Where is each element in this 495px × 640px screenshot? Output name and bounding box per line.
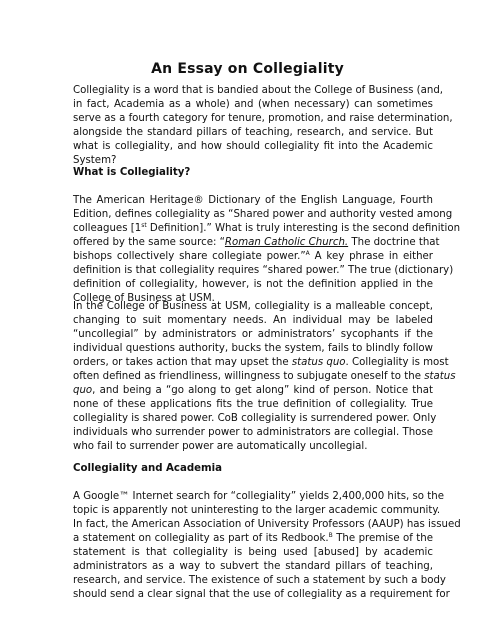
text-line: often defined as friendliness, willingness to subjugate oneself to the status bbox=[73, 371, 456, 382]
text-line: bishops collectively share collegiate power.”$^A$ A key phrase in either bbox=[73, 250, 433, 262]
text-line: administrators as a way to subvert the standard pillars of teaching, bbox=[73, 561, 433, 572]
text-line: changing to suit momentary needs. An individual may be labeled bbox=[73, 315, 433, 326]
footnote-superscript: st bbox=[141, 222, 147, 229]
text-line: quo, and being a “go along to get along” kind of person. Notice that bbox=[73, 385, 433, 396]
definition-paragraph bbox=[73, 194, 461, 306]
section-heading-collegiality-and-academia: Collegiality and Academia bbox=[73, 463, 223, 474]
text-line: serve as a fourth category for tenure, promotion, and raise determination, bbox=[73, 113, 453, 124]
text-line: orders, or takes action that may upset the status quo. Collegiality is most bbox=[73, 357, 449, 368]
footnote-marker-b[interactable]: B bbox=[328, 532, 333, 539]
roman-catholic-church-reference: Roman Catholic Church. bbox=[224, 237, 349, 248]
text-line: a statement on collegiality as part of its Redbook.$^B$ The premise of the bbox=[73, 532, 433, 544]
text-line: individual questions authority, bucks the system, fails to blindly follow bbox=[73, 343, 433, 354]
text-line: Edition, defines collegiality as “Shared power and authority vested among bbox=[73, 209, 453, 220]
text-line: who fail to surrender power are automatically uncollegial. bbox=[73, 441, 368, 452]
text-line: none of these applications fits the true definition of collegiality. True bbox=[73, 399, 433, 410]
text-line: “uncollegial” by administrators or administrators’ sycophants if the bbox=[73, 329, 433, 340]
text-line: In fact, the American Association of University Professors (AAUP) has issued bbox=[73, 519, 461, 530]
text-line: colleagues [1st Definition].” What is truly interesting is the second definition bbox=[73, 222, 461, 234]
document-title: An Essay on Collegiality bbox=[151, 61, 344, 77]
text-line: what is collegiality, and how should collegiality fit into the Academic bbox=[73, 141, 433, 152]
text-line: Collegiality is a word that is bandied about the College of Business (and, bbox=[73, 85, 444, 96]
section-heading-what-is-collegiality: What is Collegiality? bbox=[73, 167, 191, 178]
text-line: topic is apparently not uninteresting to the larger academic community. bbox=[73, 505, 441, 516]
text-line: definition of collegiality, however, is not the definition applied in the bbox=[73, 279, 433, 290]
text-line: alongside the standard pillars of teaching, research, and service. But bbox=[73, 127, 433, 138]
text-line: In the College of Business at USM, collegiality is a malleable concept, bbox=[73, 301, 433, 312]
text-line: A Google™ Internet search for “collegiality” yields 2,400,000 hits, so the bbox=[73, 491, 444, 502]
text-line: collegiality is shared power. CoB collegiality is surrendered power. Only bbox=[73, 413, 437, 424]
academia-paragraph bbox=[73, 490, 461, 602]
text-line: in fact, Academia as a whole) and (when necessary) can sometimes bbox=[73, 99, 433, 110]
text-line: research, and service. The existence of such a statement by such a body bbox=[73, 575, 446, 586]
text-line: College of Business at USM. bbox=[73, 293, 215, 304]
usm-collegiality-paragraph bbox=[73, 300, 456, 454]
text-line: statement is that collegiality is being used [abused] by academic bbox=[73, 547, 433, 558]
text-line: individuals who surrender power to administrators are collegial. Those bbox=[73, 427, 433, 438]
footnote-marker-a[interactable]: A bbox=[305, 250, 310, 257]
intro-paragraph bbox=[73, 84, 453, 168]
text-line: The American Heritage® Dictionary of the English Language, Fourth bbox=[73, 195, 433, 206]
text-line: System? bbox=[73, 155, 117, 166]
text-line: offered by the same source: “Roman Catholic Church. The doctrine that bbox=[73, 237, 440, 248]
text-line: definition is that collegiality requires “shared power.” The true (dictionary) bbox=[73, 265, 454, 276]
text-line: should send a clear signal that the use of collegiality as a requirement for bbox=[73, 589, 450, 600]
